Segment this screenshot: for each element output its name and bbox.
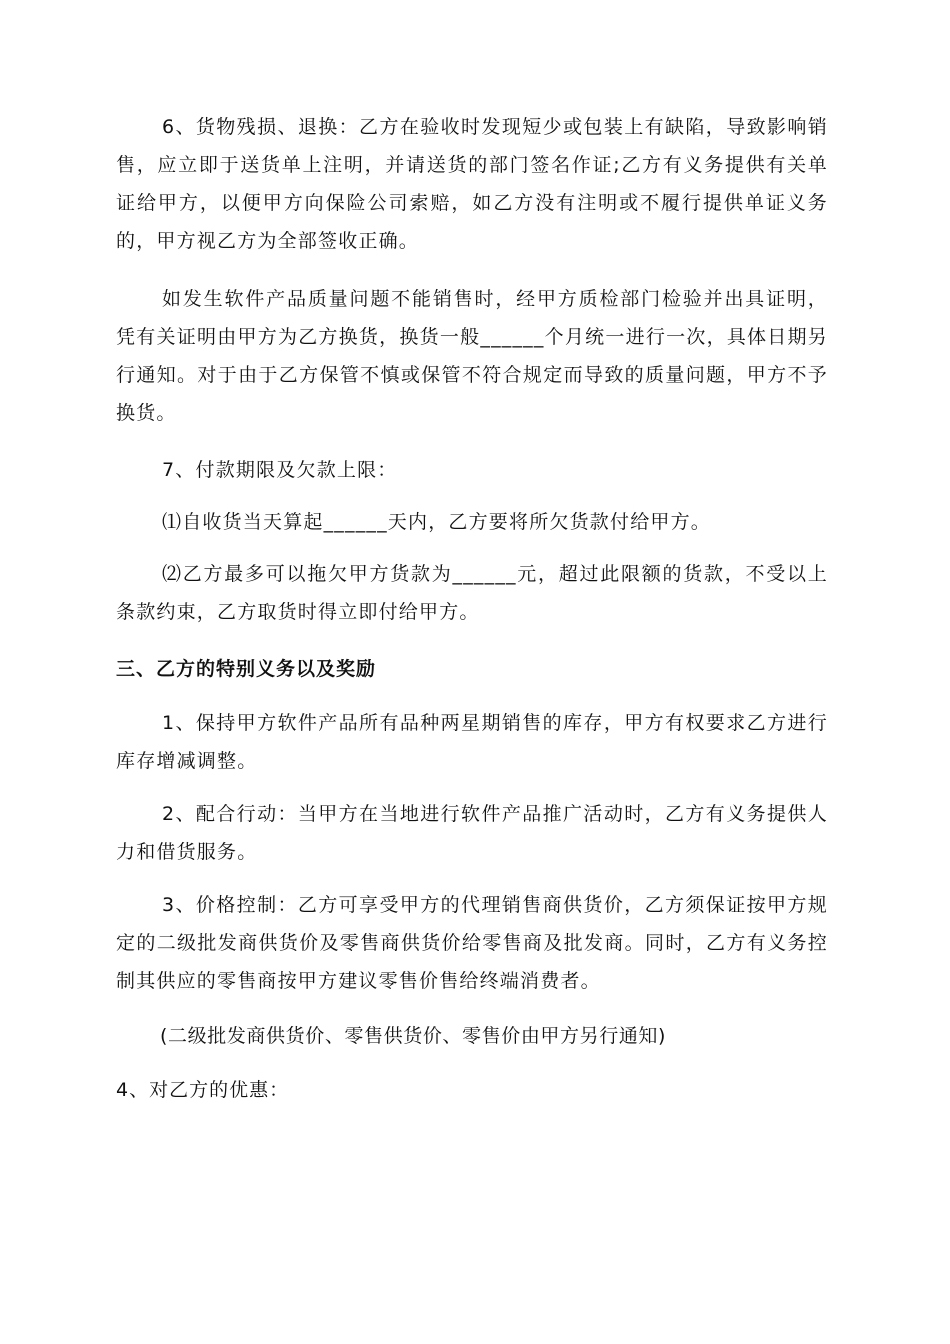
paragraph-cooperation: 2、配合行动：当甲方在当地进行软件产品推广活动时，乙方有义务提供人力和借货服务。: [116, 803, 828, 863]
paragraph-credit-limit: ⑵乙方最多可以拖欠甲方货款为______元，超过此限额的货款，不受以上条款约束，乙方取货时得立即付给甲方。: [116, 563, 828, 623]
paragraph-quality-exchange: 如发生软件产品质量问题不能销售时，经甲方质检部门检验并出具证明，凭有关证明由甲方为乙方换货，换货一般______个月统一进行一次，具体日期另行通知。对于由于乙方保管不慎或保管不符合规定而导致的质量问题，甲方不予换货。: [116, 288, 828, 424]
paragraph-payment-days: ⑴自收货当天算起______天内，乙方要将所欠货款付给甲方。: [162, 511, 712, 533]
paragraph-price-note: (二级批发商供货价、零售供货价、零售价由甲方另行通知): [160, 1025, 667, 1047]
section-heading-special-obligations: 三、乙方的特别义务以及奖励: [116, 658, 377, 680]
paragraph-inventory: 1、保持甲方软件产品所有品种两星期销售的库存，甲方有权要求乙方进行库存增减调整。: [116, 712, 828, 772]
paragraph-price-control: 3、价格控制：乙方可享受甲方的代理销售商供货价，乙方须保证按甲方规定的二级批发商供货价及零售商供货价给零售商及批发商。同时，乙方有义务控制其供应的零售商按甲方建议零售价售给终端消费者。: [116, 894, 828, 992]
paragraph-payment-terms: 7、付款期限及欠款上限：: [162, 459, 398, 481]
paragraph-goods-damage-return: 6、货物残损、退换：乙方在验收时发现短少或包装上有缺陷，导致影响销售，应立即于送货单上注明，并请送货的部门签名作证;乙方有义务提供有关单证给甲方，以便甲方向保险公司索赔，如乙方没有注明或不履行提供单证义务的，甲方视乙方为全部签收正确。: [116, 116, 828, 252]
paragraph-discount-heading: 4、对乙方的优惠：: [116, 1079, 290, 1101]
